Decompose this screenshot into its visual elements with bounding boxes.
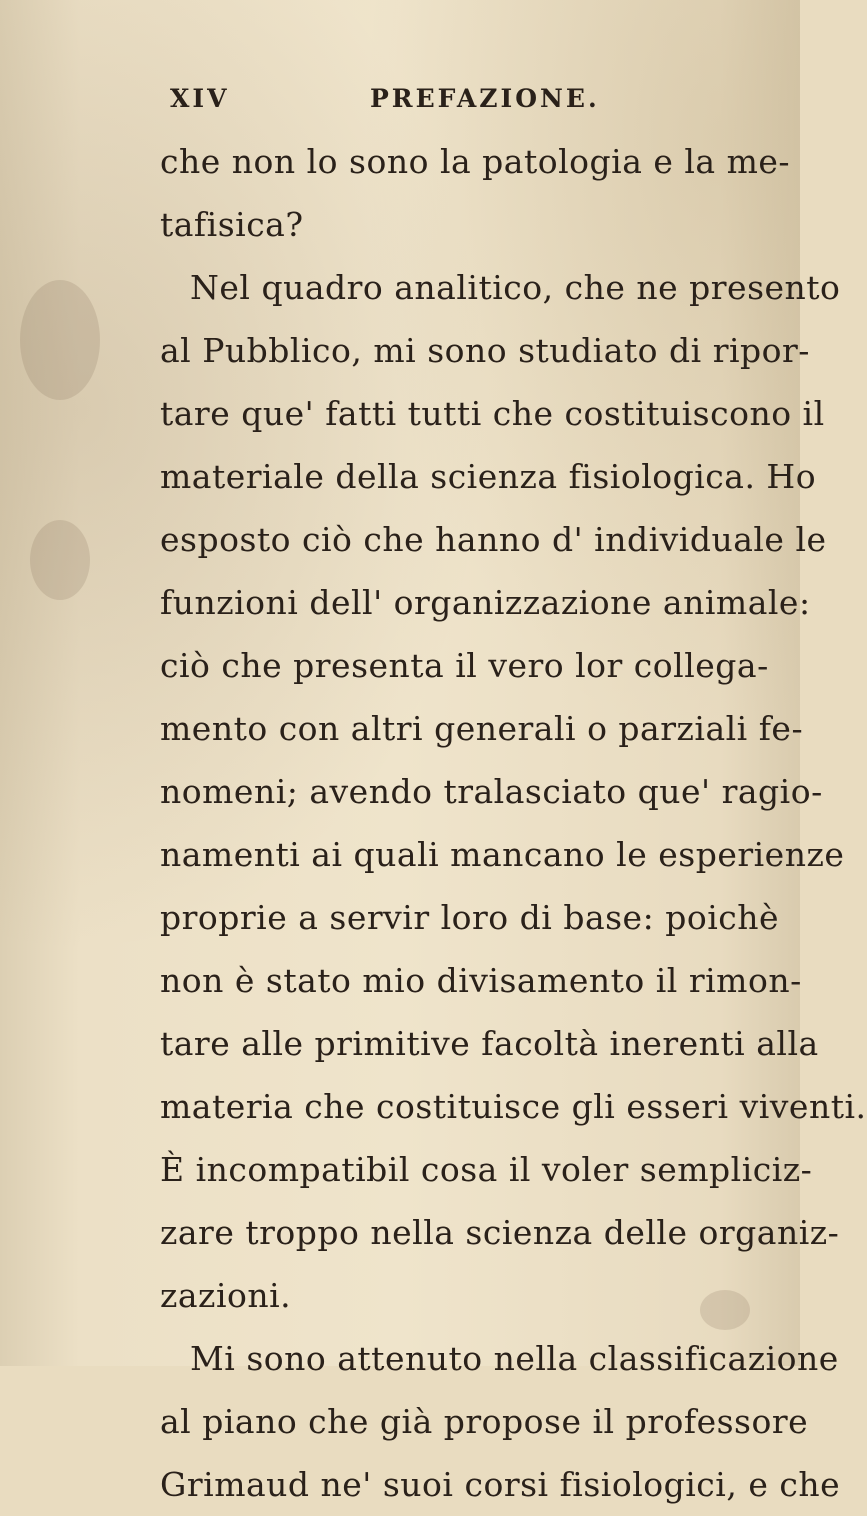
running-title: PREFAZIONE.: [370, 84, 600, 113]
text-line: al piano che già propose il professore: [160, 1402, 809, 1441]
text-line: che non lo sono la patologia e la me-: [160, 142, 791, 181]
text-line: funzioni dell' organizzazione animale:: [160, 583, 811, 622]
text-line: tare alle primitive facoltà inerenti alla: [160, 1024, 819, 1063]
foxing-stain: [20, 280, 100, 400]
text-line: zare troppo nella scienza delle organiz-: [160, 1213, 840, 1252]
text-line: materia che costituisce gli esseri viventi.: [160, 1087, 867, 1126]
text-line: materiale della scienza fisiologica. Ho: [160, 457, 817, 496]
text-line: È incompatibil cosa il voler sempliciz-: [160, 1150, 813, 1189]
text-line: esposto ciò che hanno d' individuale le: [160, 520, 827, 559]
text-line: mento con altri generali o parziali fe-: [160, 709, 804, 748]
text-line: Grimaud ne' suoi corsi fisiologici, e che: [160, 1465, 841, 1504]
text-line: non è stato mio divisamento il rimon-: [160, 961, 802, 1000]
page-number: XIV: [170, 84, 230, 113]
text-line: tafisica?: [160, 205, 304, 244]
text-line: proprie a servir loro di base: poichè: [160, 898, 780, 937]
text-line: nomeni; avendo tralasciato que' ragio-: [160, 772, 823, 811]
foxing-stain: [30, 520, 90, 600]
body-text: [160, 130, 867, 1516]
text-line: Mi sono attenuto nella classificazione: [190, 1339, 839, 1378]
page-header: [170, 84, 730, 124]
text-line: zazioni.: [160, 1276, 292, 1315]
text-line: tare que' fatti tutti che costituiscono il: [160, 394, 825, 433]
text-line: al Pubblico, mi sono studiato di ripor-: [160, 331, 810, 370]
text-line: namenti ai quali mancano le esperienze: [160, 835, 845, 874]
text-line: ciò che presenta il vero lor collega-: [160, 646, 769, 685]
text-line: Nel quadro analitico, che ne presento: [190, 268, 841, 307]
